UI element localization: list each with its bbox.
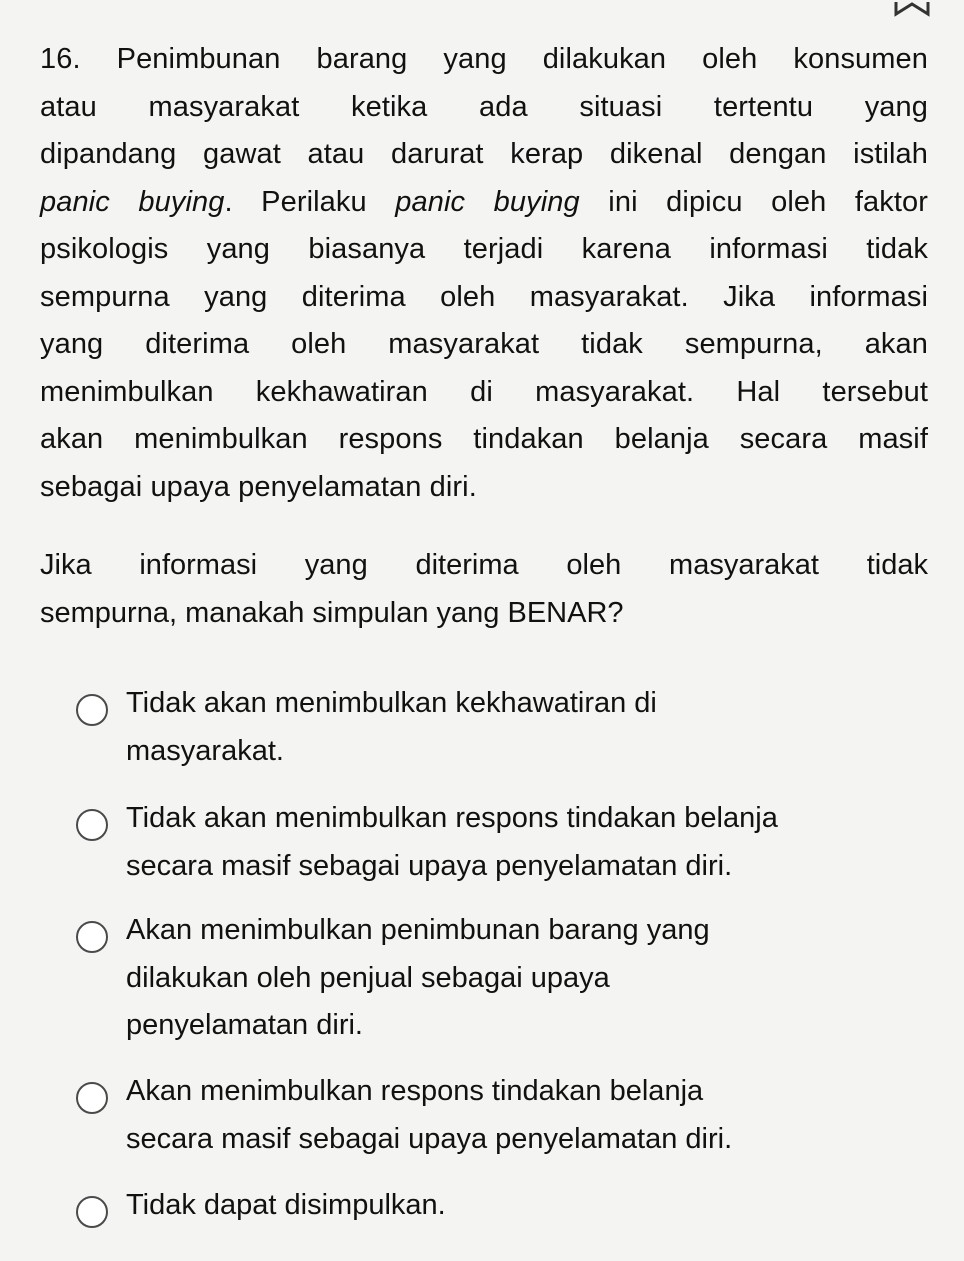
option-line: penyelamatan diri.: [126, 1009, 363, 1041]
option-line: Tidak akan menimbulkan kekhawatiran di: [126, 687, 657, 719]
option-line: secara masif sebagai upaya penyelamatan diri.: [126, 849, 733, 882]
question-text: [40, 36, 928, 511]
radio-button[interactable]: [76, 809, 108, 841]
option-label: [126, 680, 896, 775]
radio-button[interactable]: [76, 1082, 108, 1114]
question-line: sebagai upaya penyelamatan diri.: [40, 470, 477, 503]
option-label: [126, 795, 896, 890]
question-line: panic buying. Perilaku panic buying ini dipicu oleh faktor: [40, 185, 929, 218]
prompt-line: Jika informasi yang diterima oleh masyarakat tidak: [40, 549, 928, 581]
option-line: Akan menimbulkan respons tindakan belanja: [126, 1075, 704, 1107]
question-line: 16. Penimbunan barang yang dilakukan oleh konsumen: [40, 43, 928, 75]
question-line: atau masyarakat ketika ada situasi tertentu yang: [40, 90, 928, 123]
option-line: secara masif sebagai upaya penyelamatan diri.: [126, 1122, 733, 1155]
question-line: sempurna yang diterima oleh masyarakat. Jika informasi: [40, 280, 928, 313]
chevron-down-icon: [892, 0, 932, 22]
question-line: psikologis yang biasanya terjadi karena informasi tidak: [40, 233, 928, 265]
option-line: dilakukan oleh penjual sebagai upaya: [126, 961, 610, 994]
option-label: [126, 1068, 896, 1163]
prompt-line: sempurna, manakah simpulan yang BENAR?: [40, 596, 624, 629]
question-prompt: [40, 542, 928, 637]
option-line: Akan menimbulkan penimbunan barang yang: [126, 914, 710, 946]
radio-button[interactable]: [76, 1196, 108, 1228]
radio-button[interactable]: [76, 921, 108, 953]
option-line: Tidak akan menimbulkan respons tindakan belanja: [126, 802, 778, 834]
question-line: akan menimbulkan respons tindakan belanja secara masif: [40, 423, 928, 455]
radio-button[interactable]: [76, 694, 108, 726]
question-line: yang diterima oleh masyarakat tidak sempurna, akan: [40, 328, 928, 360]
question-line: menimbulkan kekhawatiran di masyarakat. Hal tersebut: [40, 375, 928, 408]
option-label: [126, 1182, 896, 1230]
option-line: Tidak dapat disimpulkan.: [126, 1189, 446, 1221]
option-label: [126, 907, 896, 1050]
question-line: dipandang gawat atau darurat kerap dikenal dengan istilah: [40, 138, 928, 170]
option-line: masyarakat.: [126, 734, 284, 767]
